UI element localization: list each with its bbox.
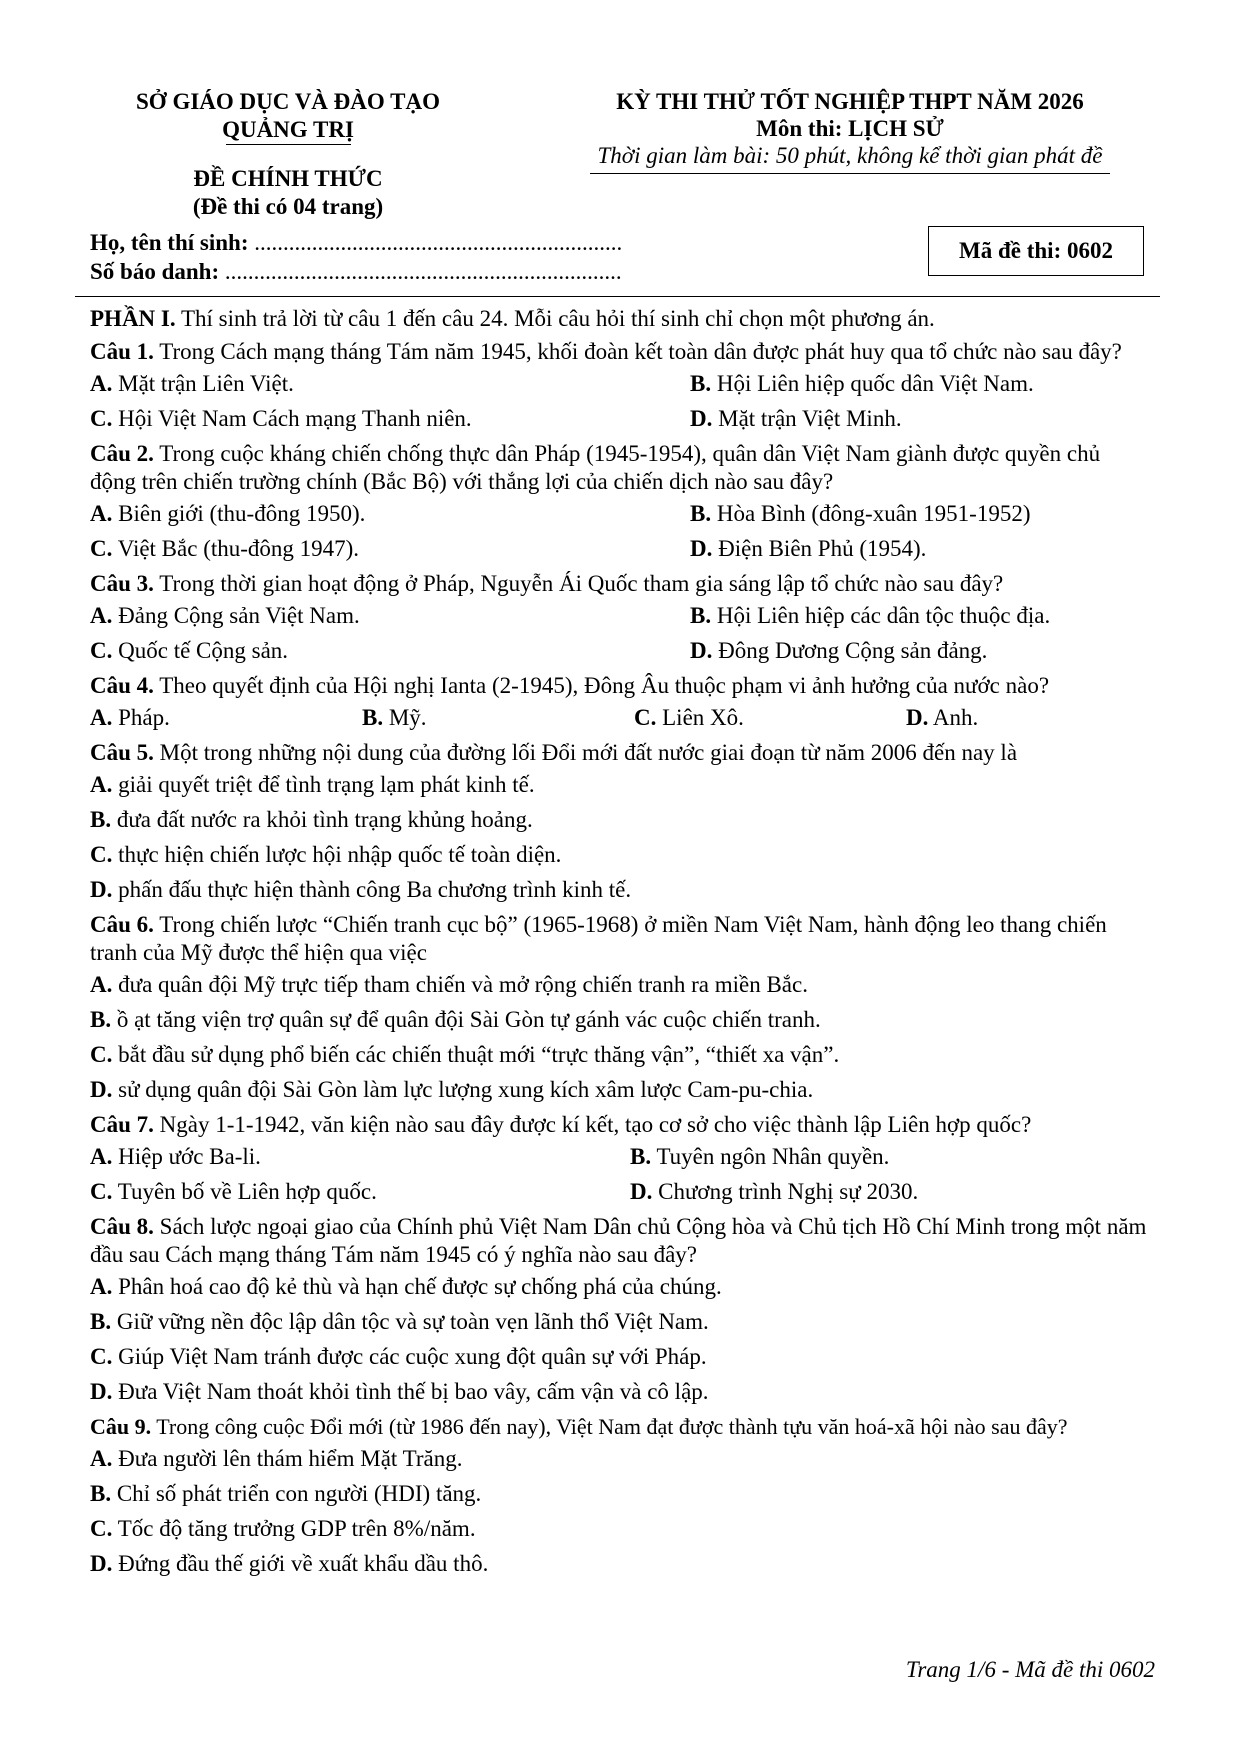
question-number: Câu 1.: [90, 339, 154, 364]
option-a[interactable]: A. Đảng Cộng sản Việt Nam.: [90, 603, 360, 628]
option-b[interactable]: B. Tuyên ngôn Nhân quyền.: [630, 1144, 890, 1169]
options-row: [90, 535, 1150, 563]
option-d[interactable]: D. Mặt trận Việt Minh.: [690, 406, 902, 431]
header-right: [560, 88, 1140, 174]
question-number: Câu 8.: [90, 1214, 154, 1239]
candidate-name-dots: ................................................................: [254, 230, 623, 255]
question-number: Câu 6.: [90, 912, 154, 937]
question-4: [90, 672, 1150, 700]
question-text: Trong công cuộc Đổi mới (từ 1986 đến nay), Việt Nam đạt được thành tựu văn hoá-xã hội nào sau đây?: [156, 1414, 1068, 1439]
option-d[interactable]: D. sử dụng quân đội Sài Gòn làm lực lượng xung kích xâm lược Cam-pu-chia.: [90, 1077, 814, 1102]
option-b[interactable]: B. Chỉ số phát triển con người (HDI) tăng.: [90, 1481, 482, 1506]
question-2: [90, 440, 1150, 496]
province-underline: [226, 144, 351, 145]
question-text: Một trong những nội dung của đường lối Đổi mới đất nước giai đoạn từ năm 2006 đến nay là: [159, 740, 1018, 765]
option-a[interactable]: A. đưa quân đội Mỹ trực tiếp tham chiến và mở rộng chiến tranh ra miền Bắc.: [90, 972, 808, 997]
option-d[interactable]: D. Anh.: [906, 705, 979, 730]
option-b[interactable]: B. ồ ạt tăng viện trợ quân sự để quân đội Sài Gòn tự gánh vác cuộc chiến tranh.: [90, 1007, 821, 1032]
options-row: [90, 370, 1150, 398]
official-label: ĐỀ CHÍNH THỨC: [193, 166, 383, 191]
option-c[interactable]: C. Tốc độ tăng trưởng GDP trên 8%/năm.: [90, 1516, 476, 1541]
question-5: [90, 739, 1150, 767]
page-footer: Trang 1/6 - Mã đề thi 0602: [905, 1657, 1155, 1682]
option-d[interactable]: D. Đông Dương Cộng sản đảng.: [690, 638, 988, 663]
candidate-id-dots: .....................................................................: [224, 259, 622, 284]
question-3: [90, 570, 1150, 598]
question-text: Trong chiến lược “Chiến tranh cục bộ” (1965-1968) ở miền Nam Việt Nam, hành động leo thang chiến tranh của Mỹ được thể hiện qua việc: [90, 912, 1107, 965]
time-underline: [590, 173, 1110, 174]
option-c[interactable]: C. Hội Việt Nam Cách mạng Thanh niên.: [90, 406, 472, 431]
options-row: [90, 704, 1150, 732]
section-text: Thí sinh trả lời từ câu 1 đến câu 24. Mỗi câu hỏi thí sinh chỉ chọn một phương án.: [180, 306, 935, 331]
option-b[interactable]: B. Mỹ.: [362, 705, 427, 730]
option-a[interactable]: A. Hiệp ước Ba-li.: [90, 1144, 261, 1169]
option-a[interactable]: A. Mặt trận Liên Việt.: [90, 371, 294, 396]
option-b[interactable]: B. Hòa Bình (đông-xuân 1951-1952): [690, 501, 1031, 526]
question-text: Trong cuộc kháng chiến chống thực dân Pháp (1945-1954), quân dân Việt Nam giành được quyền chủ động trên chiến trường chính (Bắc Bộ) với thắng lợi của chiến dịch nào sau đây?: [90, 441, 1101, 494]
options-row: [90, 1143, 1150, 1171]
options-row: [90, 405, 1150, 433]
question-number: Câu 5.: [90, 740, 154, 765]
option-d[interactable]: D. Đứng đầu thế giới về xuất khẩu dầu thô.: [90, 1551, 489, 1576]
question-number: Câu 3.: [90, 571, 154, 596]
option-a[interactable]: A. Phân hoá cao độ kẻ thù và hạn chế được sự chống phá của chúng.: [90, 1274, 722, 1299]
question-number: Câu 2.: [90, 441, 154, 466]
pages-note: (Đề thi có 04 trang): [192, 194, 384, 219]
option-a[interactable]: A. Đưa người lên thám hiểm Mặt Trăng.: [90, 1446, 463, 1471]
option-c[interactable]: C. bắt đầu sử dụng phổ biến các chiến thuật mới “trực thăng vận”, “thiết xa vận”.: [90, 1042, 840, 1067]
option-b[interactable]: B. Giữ vững nền độc lập dân tộc và sự toàn vẹn lãnh thổ Việt Nam.: [90, 1309, 709, 1334]
options-row: [90, 1178, 1150, 1206]
question-number: Câu 9.: [90, 1414, 152, 1439]
question-text: Sách lược ngoại giao của Chính phủ Việt Nam Dân chủ Cộng hòa và Chủ tịch Hồ Chí Minh trong một năm đầu sau Cách mạng tháng Tám năm 1945 có ý nghĩa nào sau đây?: [90, 1214, 1147, 1267]
exam-title: KỲ THI THỬ TỐT NGHIỆP THPT NĂM 2026: [616, 89, 1084, 114]
option-b[interactable]: B. Hội Liên hiệp các dân tộc thuộc địa.: [690, 603, 1051, 628]
question-1: [90, 338, 1150, 366]
subject: Môn thi: LỊCH SỬ: [756, 116, 944, 141]
candidate-name-line: [90, 228, 622, 257]
question-number: Câu 4.: [90, 673, 154, 698]
option-c[interactable]: C. Tuyên bố về Liên hợp quốc.: [90, 1179, 377, 1204]
question-8: [90, 1213, 1150, 1269]
province-name: QUẢNG TRỊ: [222, 117, 354, 142]
question-7: [90, 1111, 1150, 1139]
option-b[interactable]: B. Hội Liên hiệp quốc dân Việt Nam.: [690, 371, 1034, 396]
options-row: [90, 602, 1150, 630]
candidate-id-line: [90, 257, 622, 286]
option-c[interactable]: C. Liên Xô.: [634, 705, 744, 730]
candidate-name-label: Họ, tên thí sinh:: [90, 230, 249, 255]
question-text: Theo quyết định của Hội nghị Ianta (2-1945), Đông Âu thuộc phạm vi ảnh hưởng của nước nào?: [159, 673, 1050, 698]
option-c[interactable]: C. thực hiện chiến lược hội nhập quốc tế toàn diện.: [90, 842, 562, 867]
question-text: Trong thời gian hoạt động ở Pháp, Nguyễn Ái Quốc tham gia sáng lập tổ chức nào sau đây?: [159, 571, 1004, 596]
options-row: [90, 500, 1150, 528]
question-6: [90, 911, 1150, 967]
option-c[interactable]: C. Giúp Việt Nam tránh được các cuộc xung đột quân sự với Pháp.: [90, 1344, 707, 1369]
option-d[interactable]: D. Đưa Việt Nam thoát khỏi tình thế bị bao vây, cấm vận và cô lập.: [90, 1379, 709, 1404]
candidate-id-label: Số báo danh:: [90, 259, 220, 284]
question-number: Câu 7.: [90, 1112, 154, 1137]
option-d[interactable]: D. Chương trình Nghị sự 2030.: [630, 1179, 919, 1204]
option-a[interactable]: A. Biên giới (thu-đông 1950).: [90, 501, 366, 526]
option-c[interactable]: C. Việt Bắc (thu-đông 1947).: [90, 536, 360, 561]
header-divider: [75, 296, 1160, 297]
department-name: SỞ GIÁO DỤC VÀ ĐÀO TẠO: [136, 89, 440, 114]
exam-content: [90, 305, 1150, 1585]
question-text: Trong Cách mạng tháng Tám năm 1945, khối đoàn kết toàn dân được phát huy qua tổ chức nào sau đây?: [159, 339, 1122, 364]
time-note: Thời gian làm bài: 50 phút, không kể thời gian phát đề: [597, 143, 1103, 168]
option-b[interactable]: B. đưa đất nước ra khỏi tình trạng khủng hoảng.: [90, 807, 533, 832]
candidate-info: [90, 228, 622, 286]
option-d[interactable]: D. phấn đấu thực hiện thành công Ba chương trình kinh tế.: [90, 877, 632, 902]
option-a[interactable]: A. Pháp.: [90, 705, 170, 730]
option-c[interactable]: C. Quốc tế Cộng sản.: [90, 638, 289, 663]
question-9: [90, 1413, 1150, 1441]
question-text: Ngày 1-1-1942, văn kiện nào sau đây được kí kết, tạo cơ sở cho việc thành lập Liên hợp quốc?: [159, 1112, 1032, 1137]
option-d[interactable]: D. Điện Biên Phủ (1954).: [690, 536, 927, 561]
exam-code-box: Mã đề thi: 0602: [928, 226, 1144, 276]
section-instruction: [90, 305, 1150, 333]
option-a[interactable]: A. giải quyết triệt để tình trạng lạm phát kinh tế.: [90, 772, 535, 797]
header-left: [88, 88, 488, 221]
options-row: [90, 637, 1150, 665]
section-label: PHẦN I.: [90, 306, 176, 331]
